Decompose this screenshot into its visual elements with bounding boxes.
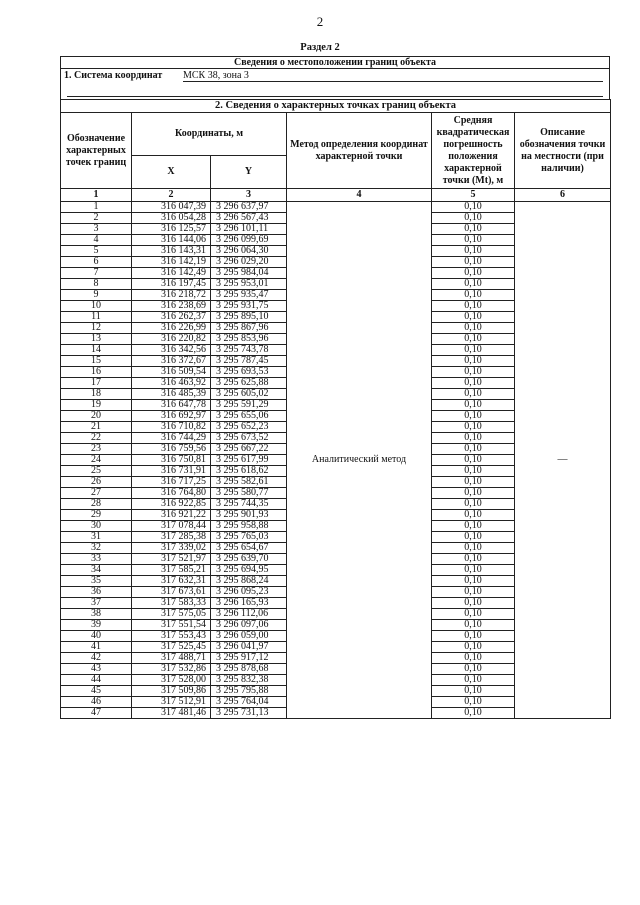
- point-number-cell: 47: [61, 708, 132, 719]
- y-coordinate-cell: 3 295 901,93: [211, 510, 287, 521]
- y-coordinate-cell: 3 295 693,53: [211, 367, 287, 378]
- x-coordinate-cell: 316 047,39: [132, 202, 211, 213]
- x-coordinate-cell: 316 463,92: [132, 378, 211, 389]
- y-coordinate-cell: 3 295 582,61: [211, 477, 287, 488]
- y-coordinate-cell: 3 295 764,04: [211, 697, 287, 708]
- error-cell: 0,10: [432, 400, 515, 411]
- point-number-cell: 20: [61, 411, 132, 422]
- table-row: [61, 202, 611, 213]
- y-coordinate-cell: 3 295 617,99: [211, 455, 287, 466]
- error-cell: 0,10: [432, 466, 515, 477]
- error-cell: 0,10: [432, 323, 515, 334]
- col-number: 3: [211, 189, 287, 202]
- col-y: Y: [211, 156, 287, 189]
- point-number-cell: 30: [61, 521, 132, 532]
- x-coordinate-cell: 316 372,67: [132, 356, 211, 367]
- y-coordinate-cell: 3 295 868,24: [211, 576, 287, 587]
- col-number: 6: [515, 189, 611, 202]
- point-number-cell: 31: [61, 532, 132, 543]
- y-coordinate-cell: 3 295 958,88: [211, 521, 287, 532]
- error-cell: 0,10: [432, 224, 515, 235]
- point-number-cell: 11: [61, 312, 132, 323]
- point-number-cell: 3: [61, 224, 132, 235]
- point-number-cell: 27: [61, 488, 132, 499]
- y-coordinate-cell: 3 295 765,03: [211, 532, 287, 543]
- error-cell: 0,10: [432, 356, 515, 367]
- error-cell: 0,10: [432, 257, 515, 268]
- page-number: 2: [316, 14, 324, 29]
- point-number-cell: 12: [61, 323, 132, 334]
- error-cell: 0,10: [432, 587, 515, 598]
- y-coordinate-cell: 3 296 099,69: [211, 235, 287, 246]
- x-coordinate-cell: 316 710,82: [132, 422, 211, 433]
- point-number-cell: 9: [61, 290, 132, 301]
- x-coordinate-cell: 316 647,78: [132, 400, 211, 411]
- point-number-cell: 24: [61, 455, 132, 466]
- y-coordinate-cell: 3 295 731,13: [211, 708, 287, 719]
- blank-line-row: [60, 83, 610, 99]
- y-coordinate-cell: 3 295 935,47: [211, 290, 287, 301]
- x-coordinate-cell: 317 532,86: [132, 664, 211, 675]
- y-coordinate-cell: 3 295 787,45: [211, 356, 287, 367]
- error-cell: 0,10: [432, 235, 515, 246]
- x-coordinate-cell: 317 521,97: [132, 554, 211, 565]
- x-coordinate-cell: 316 717,25: [132, 477, 211, 488]
- error-cell: 0,10: [432, 697, 515, 708]
- column-numbers-row: [61, 189, 611, 202]
- error-cell: 0,10: [432, 268, 515, 279]
- method-cell: Аналитический метод: [287, 202, 432, 719]
- error-cell: 0,10: [432, 279, 515, 290]
- error-cell: 0,10: [432, 554, 515, 565]
- col-x: X: [132, 156, 211, 189]
- points-rows: [61, 202, 611, 719]
- col-description: Описание обозначения точки на местности (при наличии): [515, 113, 611, 189]
- point-number-cell: 37: [61, 598, 132, 609]
- x-coordinate-cell: 317 078,44: [132, 521, 211, 532]
- y-coordinate-cell: 3 295 895,10: [211, 312, 287, 323]
- x-coordinate-cell: 317 585,21: [132, 565, 211, 576]
- error-cell: 0,10: [432, 620, 515, 631]
- x-coordinate-cell: 317 481,46: [132, 708, 211, 719]
- error-cell: 0,10: [432, 213, 515, 224]
- y-coordinate-cell: 3 295 625,88: [211, 378, 287, 389]
- coord-system-label: 1. Система координат: [64, 70, 163, 81]
- point-number-cell: 7: [61, 268, 132, 279]
- point-number-cell: 36: [61, 587, 132, 598]
- error-cell: 0,10: [432, 576, 515, 587]
- point-number-cell: 2: [61, 213, 132, 224]
- x-coordinate-cell: 316 731,91: [132, 466, 211, 477]
- point-number-cell: 38: [61, 609, 132, 620]
- col-method: Метод определения координат характерной точки: [287, 113, 432, 189]
- points-table: [60, 99, 611, 719]
- x-coordinate-cell: 316 143,31: [132, 246, 211, 257]
- y-coordinate-cell: 3 295 591,29: [211, 400, 287, 411]
- point-number-cell: 23: [61, 444, 132, 455]
- point-number-cell: 33: [61, 554, 132, 565]
- x-coordinate-cell: 316 220,82: [132, 334, 211, 345]
- point-number-cell: 15: [61, 356, 132, 367]
- y-coordinate-cell: 3 295 694,95: [211, 565, 287, 576]
- x-coordinate-cell: 316 342,56: [132, 345, 211, 356]
- error-cell: 0,10: [432, 521, 515, 532]
- y-coordinate-cell: 3 295 618,62: [211, 466, 287, 477]
- error-cell: 0,10: [432, 433, 515, 444]
- point-number-cell: 19: [61, 400, 132, 411]
- y-coordinate-cell: 3 295 605,02: [211, 389, 287, 400]
- y-coordinate-cell: 3 295 878,68: [211, 664, 287, 675]
- y-coordinate-cell: 3 296 567,43: [211, 213, 287, 224]
- x-coordinate-cell: 316 764,80: [132, 488, 211, 499]
- col-designation: Обозначение характерных точек границ: [61, 113, 132, 189]
- point-number-cell: 16: [61, 367, 132, 378]
- error-cell: 0,10: [432, 312, 515, 323]
- error-cell: 0,10: [432, 510, 515, 521]
- x-coordinate-cell: 316 744,29: [132, 433, 211, 444]
- point-number-cell: 39: [61, 620, 132, 631]
- y-coordinate-cell: 3 295 953,01: [211, 279, 287, 290]
- error-cell: 0,10: [432, 290, 515, 301]
- x-coordinate-cell: 317 551,54: [132, 620, 211, 631]
- point-number-cell: 42: [61, 653, 132, 664]
- error-cell: 0,10: [432, 367, 515, 378]
- section-title: Раздел 2: [300, 42, 340, 53]
- error-cell: 0,10: [432, 653, 515, 664]
- error-cell: 0,10: [432, 422, 515, 433]
- x-coordinate-cell: 316 750,81: [132, 455, 211, 466]
- point-number-cell: 25: [61, 466, 132, 477]
- y-coordinate-cell: 3 295 639,70: [211, 554, 287, 565]
- col-number: 1: [61, 189, 132, 202]
- error-cell: 0,10: [432, 301, 515, 312]
- point-number-cell: 13: [61, 334, 132, 345]
- y-coordinate-cell: 3 295 652,23: [211, 422, 287, 433]
- point-number-cell: 32: [61, 543, 132, 554]
- x-coordinate-cell: 316 238,69: [132, 301, 211, 312]
- x-coordinate-cell: 317 488,71: [132, 653, 211, 664]
- error-cell: 0,10: [432, 609, 515, 620]
- y-coordinate-cell: 3 296 165,93: [211, 598, 287, 609]
- error-cell: 0,10: [432, 598, 515, 609]
- error-cell: 0,10: [432, 664, 515, 675]
- y-coordinate-cell: 3 295 744,35: [211, 499, 287, 510]
- y-coordinate-cell: 3 295 673,52: [211, 433, 287, 444]
- y-coordinate-cell: 3 296 029,20: [211, 257, 287, 268]
- y-coordinate-cell: 3 295 795,88: [211, 686, 287, 697]
- y-coordinate-cell: 3 296 637,97: [211, 202, 287, 213]
- error-cell: 0,10: [432, 631, 515, 642]
- point-number-cell: 43: [61, 664, 132, 675]
- point-number-cell: 40: [61, 631, 132, 642]
- x-coordinate-cell: 316 142,19: [132, 257, 211, 268]
- error-cell: 0,10: [432, 532, 515, 543]
- point-number-cell: 44: [61, 675, 132, 686]
- coord-system-underline: [183, 81, 603, 82]
- x-coordinate-cell: 316 144,06: [132, 235, 211, 246]
- col-error: Средняя квадратическая погрешность положения характерной точки (Mt), м: [432, 113, 515, 189]
- x-coordinate-cell: 316 197,45: [132, 279, 211, 290]
- x-coordinate-cell: 317 528,00: [132, 675, 211, 686]
- description-cell: —: [515, 202, 611, 719]
- error-cell: 0,10: [432, 389, 515, 400]
- x-coordinate-cell: 316 226,99: [132, 323, 211, 334]
- error-cell: 0,10: [432, 565, 515, 576]
- x-coordinate-cell: 316 125,57: [132, 224, 211, 235]
- x-coordinate-cell: 317 553,43: [132, 631, 211, 642]
- col-number: 5: [432, 189, 515, 202]
- point-number-cell: 4: [61, 235, 132, 246]
- point-number-cell: 41: [61, 642, 132, 653]
- x-coordinate-cell: 316 262,37: [132, 312, 211, 323]
- y-coordinate-cell: 3 295 667,22: [211, 444, 287, 455]
- y-coordinate-cell: 3 295 743,78: [211, 345, 287, 356]
- error-cell: 0,10: [432, 345, 515, 356]
- point-number-cell: 1: [61, 202, 132, 213]
- x-coordinate-cell: 317 285,38: [132, 532, 211, 543]
- y-coordinate-cell: 3 296 041,97: [211, 642, 287, 653]
- y-coordinate-cell: 3 295 853,96: [211, 334, 287, 345]
- x-coordinate-cell: 317 512,91: [132, 697, 211, 708]
- error-cell: 0,10: [432, 499, 515, 510]
- y-coordinate-cell: 3 296 095,23: [211, 587, 287, 598]
- x-coordinate-cell: 316 759,56: [132, 444, 211, 455]
- y-coordinate-cell: 3 296 059,00: [211, 631, 287, 642]
- object-header: Сведения о местоположении границ объекта: [60, 56, 610, 69]
- point-number-cell: 26: [61, 477, 132, 488]
- x-coordinate-cell: 316 509,54: [132, 367, 211, 378]
- error-cell: 0,10: [432, 202, 515, 213]
- error-cell: 0,10: [432, 686, 515, 697]
- coord-system-row: [60, 69, 610, 83]
- points-header: 2. Сведения о характерных точках границ объекта: [61, 100, 611, 113]
- y-coordinate-cell: 3 295 917,12: [211, 653, 287, 664]
- y-coordinate-cell: 3 295 867,96: [211, 323, 287, 334]
- error-cell: 0,10: [432, 642, 515, 653]
- x-coordinate-cell: 316 692,97: [132, 411, 211, 422]
- y-coordinate-cell: 3 296 097,06: [211, 620, 287, 631]
- y-coordinate-cell: 3 296 064,30: [211, 246, 287, 257]
- y-coordinate-cell: 3 295 655,06: [211, 411, 287, 422]
- point-number-cell: 34: [61, 565, 132, 576]
- x-coordinate-cell: 316 922,85: [132, 499, 211, 510]
- point-number-cell: 14: [61, 345, 132, 356]
- x-coordinate-cell: 316 142,49: [132, 268, 211, 279]
- point-number-cell: 17: [61, 378, 132, 389]
- blank-underline: [67, 96, 603, 97]
- point-number-cell: 45: [61, 686, 132, 697]
- point-number-cell: 22: [61, 433, 132, 444]
- y-coordinate-cell: 3 295 654,67: [211, 543, 287, 554]
- x-coordinate-cell: 317 632,31: [132, 576, 211, 587]
- col-coordinates: Координаты, м: [132, 113, 287, 156]
- x-coordinate-cell: 316 054,28: [132, 213, 211, 224]
- error-cell: 0,10: [432, 334, 515, 345]
- x-coordinate-cell: 317 583,33: [132, 598, 211, 609]
- point-number-cell: 10: [61, 301, 132, 312]
- error-cell: 0,10: [432, 543, 515, 554]
- point-number-cell: 21: [61, 422, 132, 433]
- x-coordinate-cell: 316 218,72: [132, 290, 211, 301]
- error-cell: 0,10: [432, 455, 515, 466]
- point-number-cell: 6: [61, 257, 132, 268]
- point-number-cell: 8: [61, 279, 132, 290]
- y-coordinate-cell: 3 296 101,11: [211, 224, 287, 235]
- y-coordinate-cell: 3 295 580,77: [211, 488, 287, 499]
- point-number-cell: 35: [61, 576, 132, 587]
- x-coordinate-cell: 316 921,22: [132, 510, 211, 521]
- error-cell: 0,10: [432, 444, 515, 455]
- point-number-cell: 28: [61, 499, 132, 510]
- point-number-cell: 29: [61, 510, 132, 521]
- x-coordinate-cell: 317 525,45: [132, 642, 211, 653]
- y-coordinate-cell: 3 295 931,75: [211, 301, 287, 312]
- y-coordinate-cell: 3 295 984,04: [211, 268, 287, 279]
- col-number: 2: [132, 189, 211, 202]
- y-coordinate-cell: 3 296 112,06: [211, 609, 287, 620]
- error-cell: 0,10: [432, 488, 515, 499]
- x-coordinate-cell: 316 485,39: [132, 389, 211, 400]
- error-cell: 0,10: [432, 411, 515, 422]
- x-coordinate-cell: 317 509,86: [132, 686, 211, 697]
- y-coordinate-cell: 3 295 832,38: [211, 675, 287, 686]
- error-cell: 0,10: [432, 675, 515, 686]
- coord-system-value: МСК 38, зона 3: [183, 70, 249, 81]
- x-coordinate-cell: 317 575,05: [132, 609, 211, 620]
- point-number-cell: 18: [61, 389, 132, 400]
- col-number: 4: [287, 189, 432, 202]
- point-number-cell: 5: [61, 246, 132, 257]
- error-cell: 0,10: [432, 477, 515, 488]
- error-cell: 0,10: [432, 708, 515, 719]
- x-coordinate-cell: 317 673,61: [132, 587, 211, 598]
- x-coordinate-cell: 317 339,02: [132, 543, 211, 554]
- error-cell: 0,10: [432, 378, 515, 389]
- error-cell: 0,10: [432, 246, 515, 257]
- point-number-cell: 46: [61, 697, 132, 708]
